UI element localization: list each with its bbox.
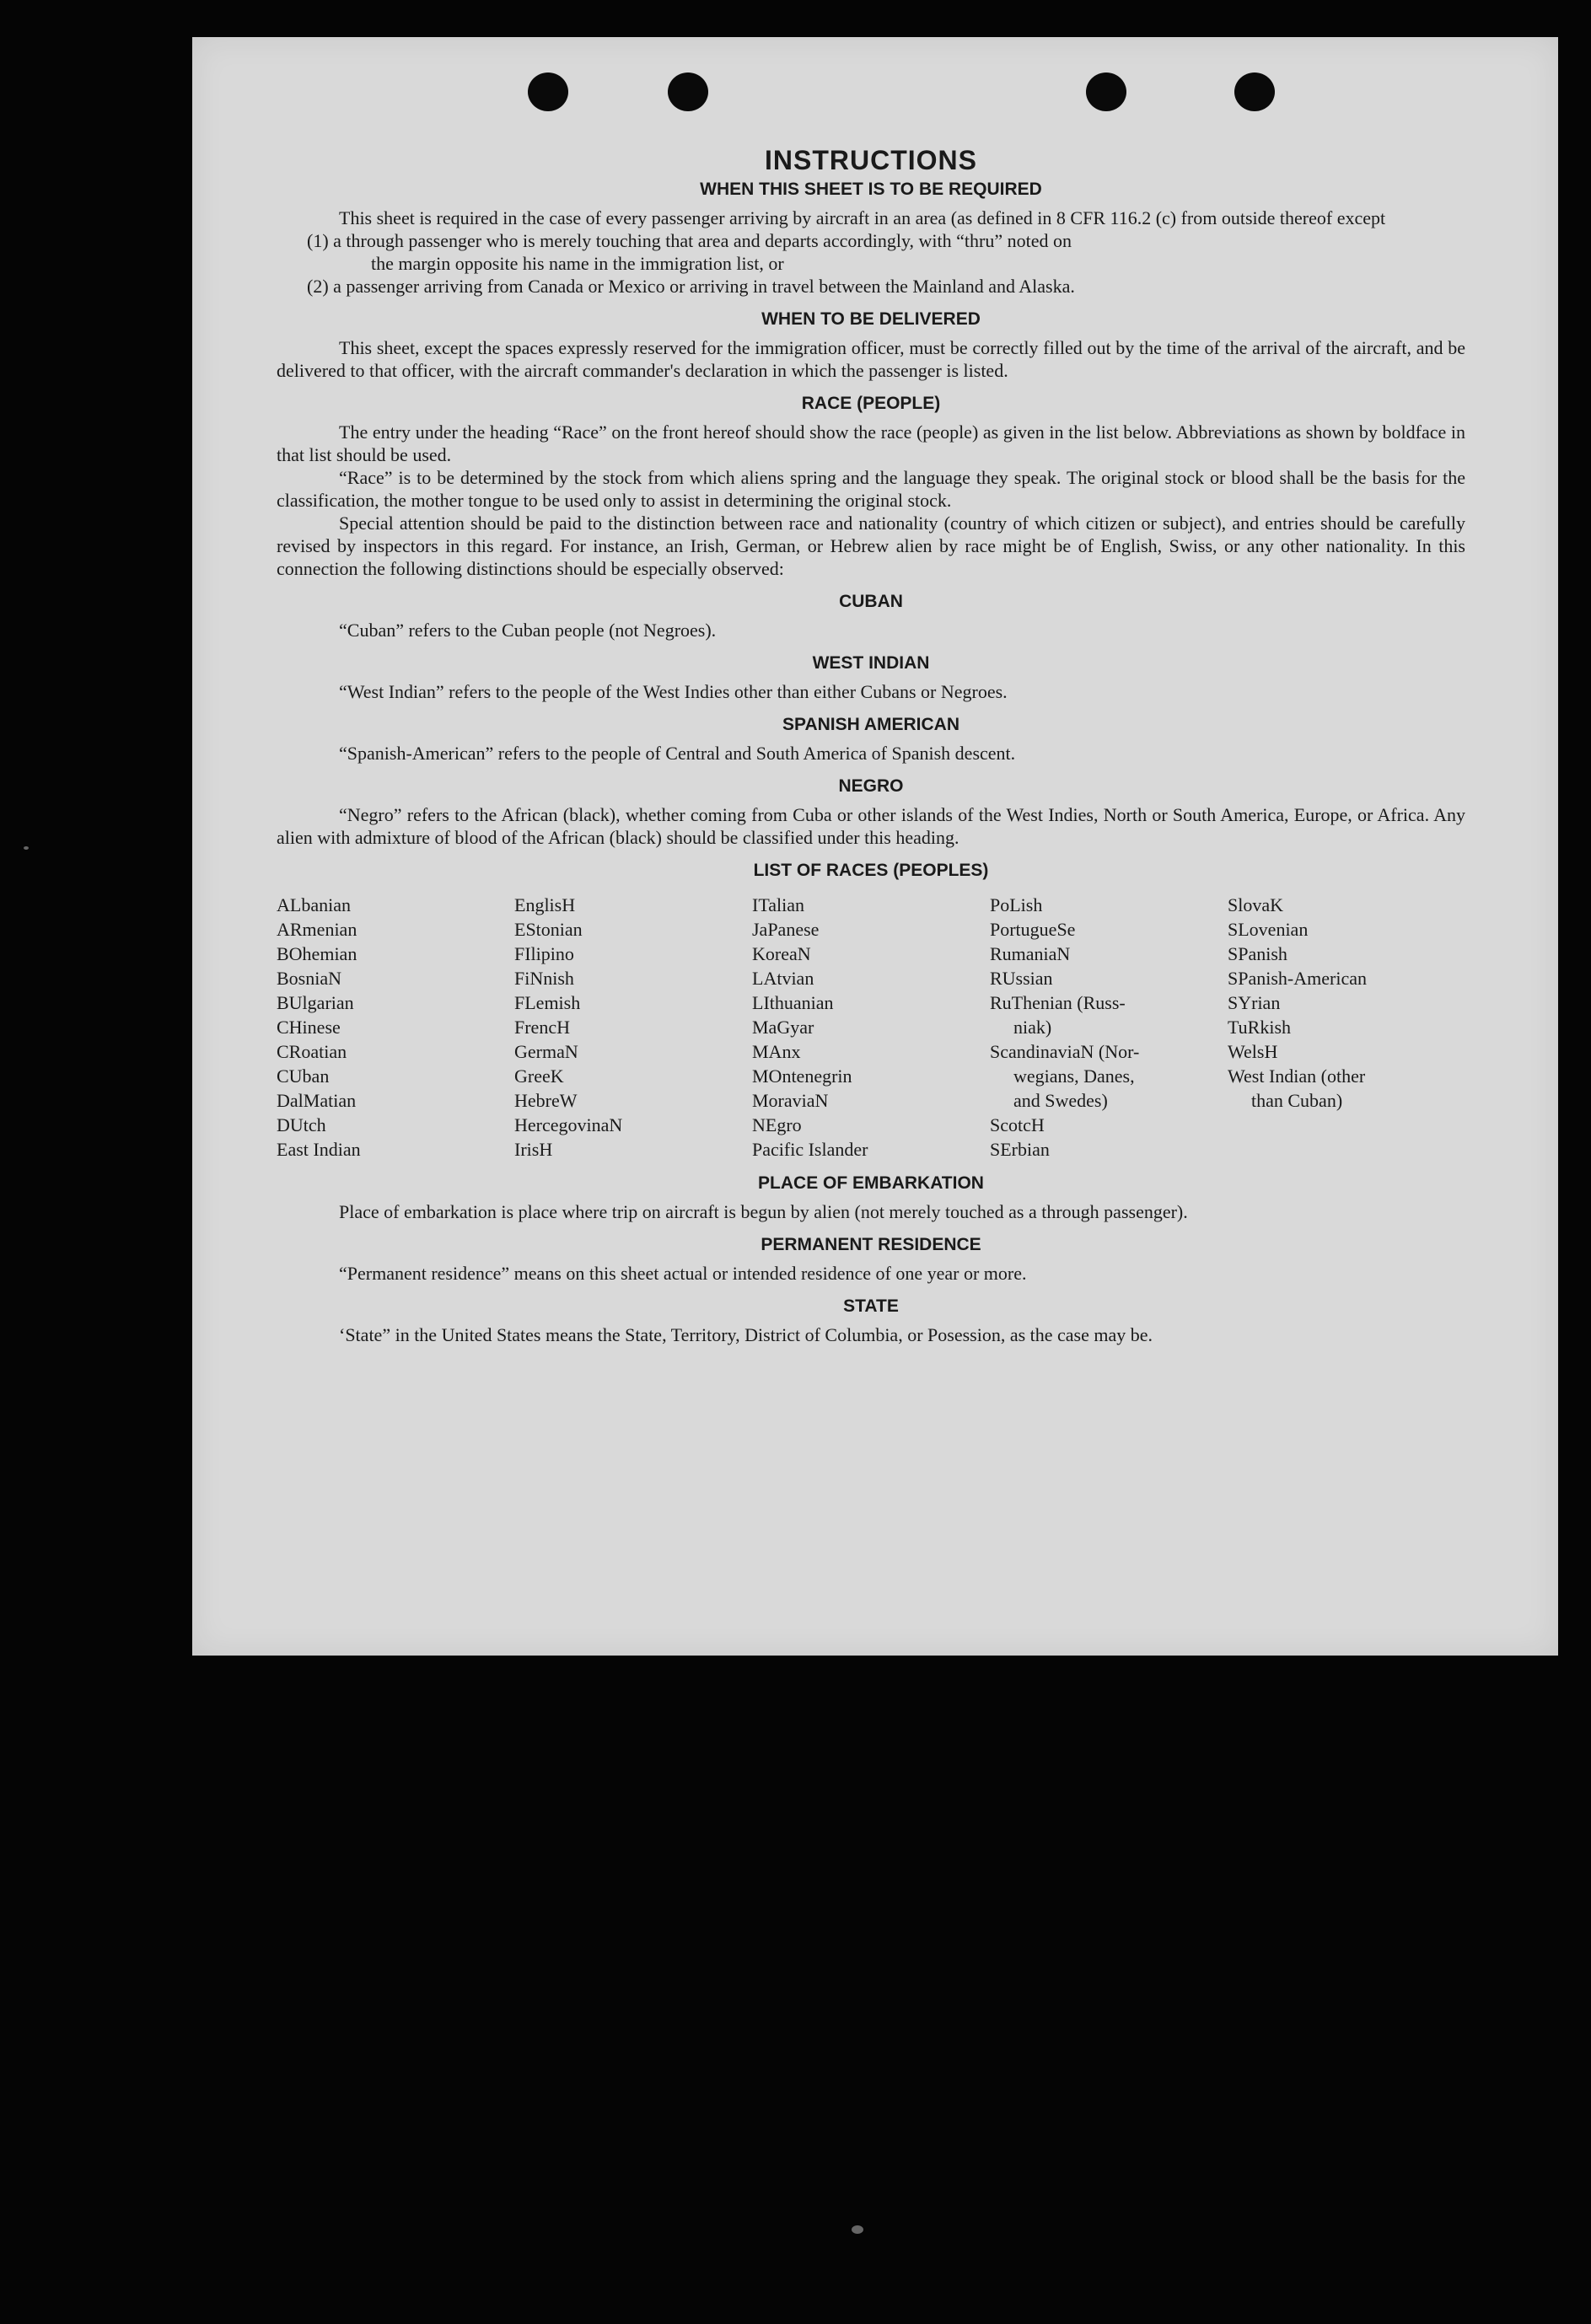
- exception-item-1-cont: the margin opposite his name in the immigration list, or: [371, 253, 784, 274]
- race-item: DalMatian: [277, 1090, 357, 1111]
- exception-item-2: (2) a passenger arriving from Canada or Mexico or arriving in travel between the Mainland and Alaska.: [307, 276, 1075, 297]
- race-item: CUban: [277, 1065, 330, 1087]
- race-item: SlovaK: [1228, 894, 1283, 915]
- race-item: EStonian: [514, 919, 583, 940]
- heading-west-indian: WEST INDIAN: [812, 653, 930, 673]
- page-title: INSTRUCTIONS: [765, 145, 977, 175]
- race-item: TuRkish: [1228, 1017, 1292, 1038]
- race-item: RUssian: [990, 968, 1053, 989]
- heading-state: STATE: [843, 1296, 899, 1316]
- document-page: [192, 37, 1558, 1656]
- race-item: GreeK: [514, 1065, 564, 1087]
- race-item: PortugueSe: [990, 919, 1076, 940]
- race-item: East Indian: [277, 1139, 361, 1160]
- race-item: HercegovinaN: [514, 1114, 623, 1135]
- heading-when-required: WHEN THIS SHEET IS TO BE REQUIRED: [700, 180, 1042, 199]
- race-item: SYrian: [1228, 992, 1281, 1013]
- race-item: IrisH: [514, 1139, 553, 1160]
- races-column-5: [1228, 893, 1465, 1162]
- race-item: SPanish: [1228, 943, 1287, 964]
- race-item: ALbanian: [277, 894, 351, 915]
- heading-permanent-residence: PERMANENT RESIDENCE: [761, 1235, 981, 1254]
- race-item: FrencH: [514, 1017, 570, 1038]
- race-paragraph-3: Special attention should be paid to the distinction between race and nationality (country of which citizen or subject), and entries should be carefully revised by inspectors in this regard. For instance, an Irish, German, or Hebrew alien by race might be of English, Swiss, or any other nationality. In this connection the following distinctions should be especially observed:: [277, 513, 1465, 579]
- race-item: MaGyar: [752, 1017, 814, 1038]
- west-indian-text: “West Indian” refers to the people of the West Indies other than either Cubans or Negroes.: [339, 681, 1008, 702]
- race-item: BosniaN: [277, 968, 341, 989]
- heading-when-delivered: WHEN TO BE DELIVERED: [761, 309, 981, 329]
- race-paragraph-1: The entry under the heading “Race” on the front hereof should show the race (people) as given in the list below. Abbreviations as shown by boldface in that list should be used.: [277, 421, 1465, 465]
- race-item: SPanish-American: [1228, 968, 1367, 989]
- race-item: WelsH: [1228, 1041, 1278, 1062]
- instructions-content: [277, 145, 1465, 1346]
- heading-embarkation: PLACE OF EMBARKATION: [758, 1173, 984, 1193]
- race-item: West Indian (other: [1228, 1065, 1366, 1087]
- race-item: LAtvian: [752, 968, 814, 989]
- race-item: CHinese: [277, 1017, 341, 1038]
- race-item: LIthuanian: [752, 992, 834, 1013]
- race-item: KoreaN: [752, 943, 811, 964]
- races-column-4: [990, 893, 1228, 1162]
- when-delivered-text: This sheet, except the spaces expressly reserved for the immigration officer, must be correctly filled out by the time of the arrival of the aircraft, and be delivered to that officer, with the aircraft commander's declaration in which the passenger is listed.: [277, 337, 1465, 381]
- race-item: SLovenian: [1228, 919, 1309, 940]
- races-column-3: [752, 893, 990, 1162]
- race-item: BOhemian: [277, 943, 357, 964]
- races-list: [277, 893, 1465, 1162]
- race-item: MOntenegrin: [752, 1065, 852, 1087]
- embarkation-text: Place of embarkation is place where trip on aircraft is begun by alien (not merely touched as a through passenger).: [339, 1201, 1188, 1222]
- race-item: HebreW: [514, 1090, 578, 1111]
- race-item: CRoatian: [277, 1041, 347, 1062]
- punch-hole: [528, 72, 568, 111]
- race-item: GermaN: [514, 1041, 578, 1062]
- races-column-1: [277, 893, 514, 1162]
- race-item: FIlipino: [514, 943, 574, 964]
- race-item: Pacific Islander: [752, 1139, 868, 1160]
- race-item: PoLish: [990, 894, 1043, 915]
- race-item: ScandinaviaN (Nor-: [990, 1041, 1140, 1062]
- races-column-2: [514, 893, 752, 1162]
- race-item: MAnx: [752, 1041, 801, 1062]
- punch-hole: [1234, 72, 1275, 111]
- race-item-cont: than Cuban): [1251, 1090, 1343, 1111]
- punch-hole: [668, 72, 708, 111]
- race-item: SErbian: [990, 1139, 1050, 1160]
- race-item: FiNnish: [514, 968, 574, 989]
- cuban-text: “Cuban” refers to the Cuban people (not Negroes).: [339, 620, 717, 641]
- race-item: RumaniaN: [990, 943, 1071, 964]
- heading-cuban: CUBAN: [839, 592, 903, 611]
- race-item-cont: wegians, Danes,: [1013, 1065, 1135, 1087]
- race-item: ARmenian: [277, 919, 357, 940]
- spanish-american-text: “Spanish-American” refers to the people of Central and South America of Spanish descent.: [339, 743, 1016, 764]
- race-item-cont: and Swedes): [1013, 1090, 1108, 1111]
- race-item: BUlgarian: [277, 992, 354, 1013]
- race-item: RuThenian (Russ-: [990, 992, 1126, 1013]
- when-required-intro: This sheet is required in the case of every passenger arriving by aircraft in an area (as defined in 8 CFR 116.2 (c) from outside thereof except: [339, 207, 1386, 228]
- exception-item-1: (1) a through passenger who is merely touching that area and departs accordingly, with “thru” noted on: [307, 230, 1072, 251]
- residence-text: “Permanent residence” means on this sheet actual or intended residence of one year or more.: [339, 1263, 1027, 1284]
- dust-speck: [24, 846, 29, 850]
- race-paragraph-2: “Race” is to be determined by the stock from which aliens spring and the language they speak. The original stock or blood shall be the basis for the classification, the mother tongue to be used only to assist in determining the original stock.: [277, 467, 1465, 511]
- state-text: ‘State” in the United States means the State, Territory, District of Columbia, or Posession, as the case may be.: [339, 1324, 1153, 1345]
- race-item: MoraviaN: [752, 1090, 829, 1111]
- race-item: FLemish: [514, 992, 581, 1013]
- dust-speck: [852, 2225, 863, 2234]
- race-item: JaPanese: [752, 919, 820, 940]
- negro-text: “Negro” refers to the African (black), whether coming from Cuba or other islands of the West Indies, North or South America, Europe, or Africa. Any alien with admixture of blood of the African (black) should be classified under this heading.: [277, 804, 1465, 848]
- race-item: NEgro: [752, 1114, 802, 1135]
- race-item-cont: niak): [1013, 1017, 1052, 1038]
- heading-race: RACE (PEOPLE): [801, 394, 941, 413]
- race-item: DUtch: [277, 1114, 326, 1135]
- punch-hole: [1086, 72, 1126, 111]
- race-item: ScotcH: [990, 1114, 1045, 1135]
- heading-list-of-races: LIST OF RACES (PEOPLES): [753, 861, 989, 880]
- heading-negro: NEGRO: [838, 776, 904, 796]
- heading-spanish-american: SPANISH AMERICAN: [782, 715, 959, 734]
- race-item: EnglisH: [514, 894, 576, 915]
- race-item: ITalian: [752, 894, 804, 915]
